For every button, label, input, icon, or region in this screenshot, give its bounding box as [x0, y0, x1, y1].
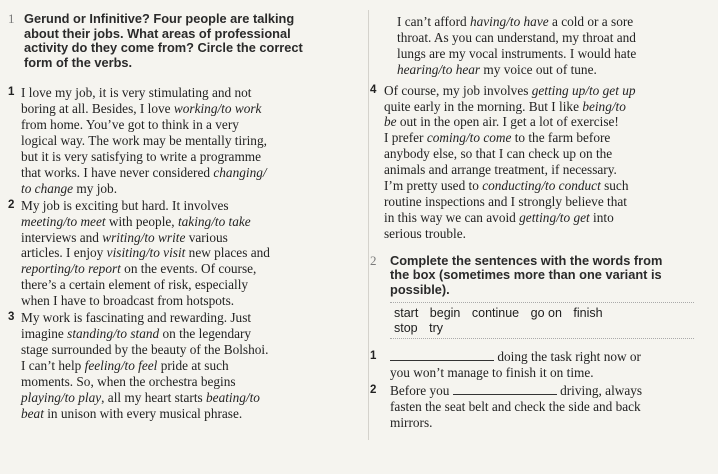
box-word: continue: [471, 306, 520, 321]
text-segment: on the events. Of course,: [120, 261, 257, 277]
instruction-line: about their jobs. What areas of professional: [24, 25, 291, 41]
text-line: [384, 114, 718, 130]
text-segment: such: [600, 178, 629, 194]
verb-option[interactable]: to change: [21, 180, 74, 196]
word-box-row: [394, 306, 694, 321]
verb-option[interactable]: reporting/to report: [21, 261, 121, 277]
box-word: start: [394, 306, 419, 321]
box-word: try: [429, 321, 444, 336]
task-1-heading: [8, 12, 352, 70]
box-word: go on: [530, 306, 562, 321]
text-line: [384, 226, 718, 242]
exercise-sentence-2: [370, 383, 718, 431]
text-segment: My work is fascinating and rewarding. Just: [21, 310, 252, 326]
verb-option[interactable]: writing/to write: [102, 229, 186, 245]
text-line: [21, 310, 352, 326]
instruction-line: possible).: [390, 281, 450, 297]
text-line: [397, 62, 718, 78]
word-box: [390, 302, 694, 339]
item-2-text: [21, 198, 352, 309]
verb-option[interactable]: having/to have: [469, 14, 549, 29]
item-number: 1: [370, 350, 377, 363]
text-segment: quite early in the morning. But I like: [384, 98, 583, 114]
verb-option[interactable]: beat: [21, 405, 44, 421]
task-number: 1: [8, 11, 15, 26]
text-line: [384, 99, 718, 115]
text-line: [384, 178, 718, 194]
text-segment: routine inspections and I strongly believe that: [384, 193, 627, 209]
text-segment: I love my job, it is very stimulating and not: [21, 85, 252, 101]
text-segment: My job is exciting but hard. It involves: [21, 197, 229, 213]
text-segment: Of course, my job involves: [384, 82, 532, 98]
text-line: [384, 194, 718, 210]
text-line: [21, 101, 352, 117]
exercise-sentence-1: [370, 349, 718, 381]
text-line: [21, 230, 352, 246]
item-1-text: [21, 85, 352, 196]
text-line: [397, 30, 718, 46]
text-line: [21, 261, 352, 277]
text-line: [21, 390, 352, 406]
text-segment: stage surrounded by the beauty of the Bolshoi.: [21, 341, 269, 357]
verb-option[interactable]: meeting/to meet: [21, 213, 106, 229]
text-segment: I’m pretty used to: [384, 178, 483, 194]
verb-option[interactable]: conducting/to conduct: [482, 178, 601, 194]
text-segment: I can’t help: [21, 357, 85, 373]
text-segment: boring at all. Besides, I love: [21, 101, 174, 117]
text-line: [21, 293, 352, 309]
text-line: [21, 198, 352, 214]
box-word: finish: [573, 306, 603, 321]
verb-option[interactable]: taking/to take: [177, 213, 251, 229]
text-segment: I prefer: [384, 130, 427, 146]
text-line: [21, 358, 352, 374]
verb-option[interactable]: playing/to play: [21, 389, 102, 405]
text-line: [21, 133, 352, 149]
text-segment: in this way we can avoid: [384, 209, 520, 225]
text-segment: on the legendary: [159, 325, 252, 341]
text-segment: pride at such: [157, 357, 229, 373]
text-segment: lungs are my vocal instruments. I would hate: [397, 45, 637, 61]
text-line: [21, 214, 352, 230]
task-2-instructions: [390, 254, 718, 298]
text-line: [21, 165, 352, 181]
verb-option[interactable]: coming/to come: [426, 130, 512, 146]
item-number: 3: [8, 311, 15, 324]
verb-option[interactable]: feeling/to feel: [84, 357, 158, 373]
text-segment: but it is very satisfying to write a programme: [21, 149, 262, 164]
verb-option[interactable]: beating/to: [206, 389, 260, 405]
task-1-instructions: [24, 12, 352, 70]
text-segment: there’s a certain element of risk, especially: [21, 277, 249, 293]
text-line: [21, 85, 352, 101]
text-segment: animals and arrange treatment, if necessary.: [384, 162, 617, 178]
item-number: 4: [370, 83, 377, 96]
text-segment: my job.: [73, 180, 118, 196]
text-line: [397, 14, 718, 30]
text-segment: moments. So, when the orchestra begins: [21, 373, 236, 389]
text-segment: articles. I enjoy: [21, 245, 107, 261]
text-line: [21, 245, 352, 261]
text-item-1: [8, 85, 352, 196]
text-segment: out in the open air. I get a lot of exercise!: [396, 114, 619, 130]
sentence-text: doing the task right now or: [497, 349, 641, 365]
right-column: [370, 12, 718, 431]
text-line: [21, 149, 352, 165]
text-segment: throat. As you can understand, my throat and: [397, 29, 636, 45]
sentence-text: mirrors.: [390, 415, 433, 431]
text-segment: into: [589, 209, 614, 225]
verb-option[interactable]: being/to: [582, 98, 626, 114]
text-line: [384, 83, 718, 99]
text-line: [21, 117, 352, 133]
text-segment: I can’t afford: [397, 14, 470, 29]
instruction-line: the box (sometimes more than one variant is: [390, 267, 662, 283]
column-divider: [368, 10, 369, 440]
text-segment: logical way. The work may be mentally tiring,: [21, 133, 267, 149]
text-segment: anybody else, so that I can check up on the: [384, 146, 613, 162]
text-segment: that works. I have never considered: [21, 164, 214, 180]
sentence-text: Before you: [390, 383, 450, 399]
text-segment: imagine: [21, 325, 68, 341]
text-item-3: [8, 310, 352, 421]
text-line: [397, 46, 718, 62]
item-number: 2: [8, 198, 15, 211]
text-line: [21, 374, 352, 390]
instruction-line: Gerund or Infinitive? Four people are talking: [24, 11, 295, 26]
item-3-text: [21, 310, 352, 421]
verb-option[interactable]: be: [384, 114, 397, 130]
item-3-continued-text: [397, 14, 718, 78]
left-column: [8, 12, 352, 421]
text-segment: from home. You’ve got to think in a very: [21, 117, 239, 133]
text-line: [21, 326, 352, 342]
item-4-text: [384, 83, 718, 242]
text-segment: new places and: [185, 245, 270, 261]
text-line: [21, 181, 352, 197]
item-number: 1: [8, 86, 15, 99]
task-2-heading: [370, 254, 718, 298]
text-item-4: [370, 83, 718, 242]
text-segment: various: [185, 229, 228, 245]
sentence-text: fasten the seat belt and check the side and back: [390, 399, 641, 415]
verb-option[interactable]: getting up/to get up: [531, 82, 636, 98]
text-segment: , all my heart starts: [101, 389, 207, 405]
item-number: 2: [370, 384, 377, 397]
verb-option[interactable]: visiting/to visit: [106, 245, 186, 261]
text-segment: with people,: [105, 213, 178, 229]
text-segment: a cold or a sore: [548, 14, 634, 29]
text-line: [21, 406, 352, 422]
instruction-line: activity do they come from? Circle the correct: [24, 40, 303, 56]
text-line: [384, 130, 718, 146]
answer-blank[interactable]: [453, 383, 557, 395]
instruction-line: Complete the sentences with the words from: [390, 252, 663, 268]
verb-option[interactable]: changing/: [213, 164, 267, 180]
text-line: [384, 162, 718, 178]
text-segment: my voice out of tune.: [480, 61, 597, 77]
text-item-2: [8, 198, 352, 309]
text-segment: to the farm before: [511, 130, 611, 146]
verb-option[interactable]: getting/to get: [519, 209, 590, 225]
text-line: [21, 277, 352, 293]
instruction-line: form of the verbs.: [24, 54, 133, 70]
word-box-row: [394, 321, 694, 336]
text-item-3-continued: [384, 14, 718, 78]
text-line: [384, 210, 718, 226]
verb-option[interactable]: standing/to stand: [67, 325, 160, 341]
text-line: [384, 146, 718, 162]
text-segment: serious trouble.: [384, 225, 466, 241]
text-segment: when I have to broadcast from hotspots.: [21, 293, 235, 309]
text-segment: interviews and: [21, 229, 103, 245]
verb-option[interactable]: hearing/to hear: [397, 61, 481, 77]
box-word: begin: [429, 306, 461, 321]
task-number: 2: [370, 252, 377, 268]
answer-blank[interactable]: [390, 349, 494, 361]
verb-option[interactable]: working/to work: [173, 101, 262, 117]
box-word: stop: [394, 321, 418, 336]
sentence-text: driving, always: [560, 383, 643, 399]
text-segment: in unison with every musical phrase.: [43, 405, 243, 421]
sentence-text: you won’t manage to finish it on time.: [390, 365, 594, 381]
text-line: [21, 342, 352, 358]
